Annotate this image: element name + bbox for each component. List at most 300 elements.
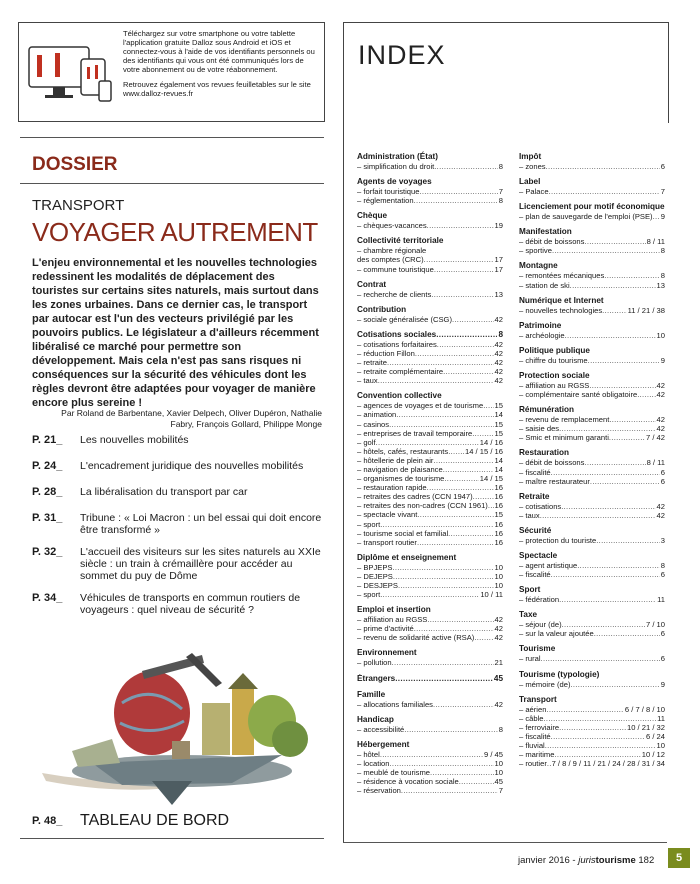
toc-item[interactable] bbox=[32, 592, 327, 626]
index-heading[interactable]: Montagne bbox=[519, 261, 558, 271]
index-entry[interactable] bbox=[357, 358, 503, 367]
index-entry[interactable] bbox=[357, 572, 503, 581]
index-heading[interactable]: Sécurité bbox=[519, 525, 552, 535]
toc-item[interactable] bbox=[32, 546, 327, 592]
index-entry[interactable] bbox=[357, 581, 503, 590]
index-entry-label: – simplification du droit bbox=[357, 162, 435, 171]
index-entry-label: – débit de boissons bbox=[519, 237, 585, 247]
index-heading[interactable]: Retraite bbox=[519, 491, 550, 501]
footer-brand-light: juris bbox=[578, 855, 596, 866]
index-heading[interactable]: Contribution bbox=[357, 304, 407, 314]
index-page: 6 bbox=[660, 467, 665, 477]
index-entry-label: – chiffre du tourisme bbox=[519, 355, 588, 365]
index-entry-label: – hôtel bbox=[357, 749, 380, 759]
index-heading[interactable]: Diplôme et enseignement bbox=[357, 552, 457, 562]
index-entry[interactable] bbox=[519, 570, 665, 579]
index-heading[interactable]: Patrimoine bbox=[519, 320, 562, 330]
index-entry[interactable] bbox=[357, 376, 503, 385]
index-section bbox=[357, 280, 503, 299]
index-page: 9 bbox=[660, 355, 665, 365]
index-entry[interactable] bbox=[519, 680, 665, 689]
index-entry-label: – saisie des bbox=[519, 424, 560, 434]
index-entry[interactable] bbox=[357, 401, 503, 410]
index-section bbox=[357, 605, 503, 642]
index-entry[interactable] bbox=[519, 212, 665, 221]
index-entry[interactable] bbox=[519, 477, 665, 486]
index-entry-label: – taux bbox=[357, 376, 378, 386]
divider bbox=[20, 183, 324, 184]
index-section bbox=[519, 346, 665, 365]
index-heading[interactable]: Environnement bbox=[357, 648, 417, 658]
index-entry[interactable] bbox=[357, 768, 503, 777]
toc-page: P. 24_ bbox=[32, 460, 63, 472]
index-entry[interactable] bbox=[357, 700, 503, 709]
index-entry-label: – ferroviaire bbox=[519, 722, 560, 732]
index-page: 42 bbox=[494, 633, 503, 643]
index-section bbox=[519, 261, 665, 289]
index-entry[interactable] bbox=[357, 410, 503, 419]
index-entry-label: – remontées mécaniques bbox=[519, 271, 605, 281]
index-page: 19 bbox=[494, 221, 503, 231]
index-entry-label: – forfait touristique bbox=[357, 187, 420, 197]
index-page: 10 / 21 / 32 bbox=[627, 722, 665, 732]
index-entry[interactable] bbox=[357, 465, 503, 474]
index-entry[interactable] bbox=[519, 415, 665, 424]
index-page: 14 bbox=[494, 464, 503, 474]
page-number: 5 bbox=[668, 848, 690, 868]
index-page: 6 bbox=[660, 162, 665, 171]
index-entry[interactable] bbox=[357, 725, 503, 734]
index-entry[interactable] bbox=[357, 367, 503, 376]
index-entry[interactable] bbox=[519, 654, 665, 663]
toc-item[interactable] bbox=[32, 460, 327, 486]
index-entry-label: – mémoire (de) bbox=[519, 679, 571, 689]
index-entry[interactable] bbox=[519, 629, 665, 638]
index-entry[interactable] bbox=[357, 759, 503, 768]
index-page: 10 bbox=[656, 330, 665, 340]
index-page: 7 bbox=[660, 187, 665, 197]
index-entry-label: – fiscalité bbox=[519, 731, 551, 741]
index-entry-label: – casinos bbox=[357, 419, 390, 429]
index-page: 16 bbox=[494, 483, 503, 493]
toc-item[interactable] bbox=[32, 486, 327, 512]
index-entry[interactable] bbox=[357, 340, 503, 349]
toc-item[interactable] bbox=[32, 512, 327, 546]
index-entry[interactable] bbox=[357, 438, 503, 447]
index-section bbox=[357, 740, 503, 795]
index-entry-label: – agent artistique bbox=[519, 560, 578, 570]
index-entry[interactable] bbox=[357, 501, 503, 510]
index-entry-label: – recherche de clients bbox=[357, 289, 432, 299]
index-section bbox=[519, 152, 665, 171]
index-entry[interactable] bbox=[357, 246, 503, 255]
app-promo-box bbox=[18, 22, 325, 122]
index-entry-label: – résidence à vocation sociale bbox=[357, 777, 459, 787]
index-entry[interactable] bbox=[519, 458, 665, 467]
index-section bbox=[357, 648, 503, 667]
index-entry-label: – nouvelles technologies bbox=[519, 305, 603, 315]
index-page: 42 bbox=[656, 510, 665, 520]
index-page: 16 bbox=[494, 528, 503, 538]
index-entry[interactable] bbox=[519, 390, 665, 399]
index-entry[interactable] bbox=[519, 381, 665, 390]
index-heading[interactable]: Handicap bbox=[357, 714, 394, 724]
index-heading-entry[interactable] bbox=[357, 330, 503, 340]
index-page: 45 bbox=[493, 673, 503, 683]
index-heading[interactable]: Politique publique bbox=[519, 345, 590, 355]
index-entry[interactable] bbox=[357, 615, 503, 624]
index-entry-label: – retraite complémentaire bbox=[357, 367, 444, 377]
index-entry[interactable] bbox=[357, 187, 503, 196]
index-entry[interactable] bbox=[357, 483, 503, 492]
index-page: 8 / 11 bbox=[646, 237, 665, 247]
index-page: 17 bbox=[494, 255, 503, 265]
index-entry-label: – DEJEPS bbox=[357, 571, 393, 581]
index-entry[interactable] bbox=[519, 595, 665, 604]
index-entry-label: – réglementation bbox=[357, 196, 414, 206]
toc-label: L'encadrement juridique des nouvelles mobilités bbox=[80, 460, 304, 472]
index-page: 14 / 15 bbox=[479, 474, 503, 484]
index-section bbox=[357, 690, 503, 709]
index-entry[interactable] bbox=[357, 563, 503, 572]
toc-page: P. 28_ bbox=[32, 486, 63, 498]
index-entry-label: – protection du touriste bbox=[519, 535, 597, 545]
index-entry[interactable] bbox=[357, 624, 503, 633]
divider bbox=[20, 838, 324, 839]
index-entry-label: des comptes (CRC) bbox=[357, 255, 424, 265]
index-entry-label: – complémentaire santé obligatoire bbox=[519, 390, 638, 400]
index-column-1 bbox=[357, 152, 503, 801]
index-page: 14 bbox=[494, 410, 503, 420]
index-entry-label: – rural bbox=[519, 654, 541, 664]
index-section bbox=[519, 551, 665, 579]
index-section bbox=[519, 610, 665, 638]
index-page: 8 bbox=[660, 246, 665, 256]
authors: Par Roland de Barbentane, Xavier Delpech, Oliver Dupéron, Nathalie Fabry, François Gollard, Philippe Monge bbox=[61, 408, 322, 429]
index-page: 42 bbox=[494, 624, 503, 634]
index-page: 16 bbox=[494, 492, 503, 502]
index-entry[interactable] bbox=[357, 290, 503, 299]
index-title: INDEX bbox=[358, 40, 446, 70]
index-heading[interactable]: Administration (État) bbox=[357, 152, 438, 161]
index-entry-label: – retraites des cadres (CCN 1947) bbox=[357, 492, 473, 502]
index-section bbox=[519, 405, 665, 442]
index-heading[interactable]: Chèque bbox=[357, 211, 388, 221]
index-entry[interactable] bbox=[519, 271, 665, 280]
index-entry[interactable] bbox=[357, 315, 503, 324]
divider bbox=[343, 842, 667, 843]
index-section bbox=[519, 670, 665, 689]
index-page: 11 / 21 / 38 bbox=[627, 305, 665, 315]
index-page: 11 bbox=[657, 713, 665, 723]
index-heading[interactable]: Contrat bbox=[357, 279, 387, 289]
index-entry-label: – sport bbox=[357, 590, 381, 600]
index-entry-label: – zones bbox=[519, 162, 546, 171]
index-entry[interactable] bbox=[519, 246, 665, 255]
index-entry-label: – hôtellerie de plein air bbox=[357, 455, 434, 465]
index-entry-label: – cotisations forfaitaires bbox=[357, 339, 437, 349]
index-entry-label: – revenu de remplacement bbox=[519, 415, 610, 425]
index-entry[interactable] bbox=[519, 237, 665, 246]
index-entry-label: – Smic et minimum garanti bbox=[519, 433, 609, 443]
index-page: 3 bbox=[660, 535, 665, 545]
promo-paragraph-1: Téléchargez sur votre smartphone ou votre tablette l'application gratuite Dalloz sous Android et iOS et connectez-vous à l'aide de vos identifiants personnels ou des identifiants qui vous ont été communiqués lors de votre abonnement ou de votre réabonnement. bbox=[123, 29, 315, 74]
index-page: 42 bbox=[494, 699, 503, 709]
index-page: 9 bbox=[660, 212, 665, 222]
index-entry[interactable] bbox=[357, 750, 503, 759]
devices-icon bbox=[27, 41, 113, 107]
index-page: 6 bbox=[660, 654, 665, 664]
index-page: 9 bbox=[660, 679, 665, 689]
index-section bbox=[357, 177, 503, 205]
index-entry-label: – séjour (de) bbox=[519, 620, 562, 630]
index-entry[interactable] bbox=[357, 529, 503, 538]
index-entry-label: – accessibilité bbox=[357, 724, 405, 734]
toc-label: La libéralisation du transport par car bbox=[80, 486, 248, 498]
index-entry[interactable] bbox=[519, 468, 665, 477]
index-entry[interactable] bbox=[519, 331, 665, 340]
index-entry[interactable] bbox=[357, 349, 503, 358]
index-entry-label: – allocations familiales bbox=[357, 699, 433, 709]
index-entry-label: – aérien bbox=[519, 704, 547, 714]
index-entry-label: – retraite bbox=[357, 358, 387, 368]
index-entry-label: – spectacle vivant bbox=[357, 510, 418, 520]
index-entry-label: – débit de boissons bbox=[519, 458, 585, 468]
index-heading[interactable]: Tourisme bbox=[519, 644, 556, 654]
tableau-label[interactable]: TABLEAU DE BORD bbox=[80, 812, 230, 829]
toc-label: Les nouvelles mobilités bbox=[80, 434, 189, 446]
index-heading: Cotisations sociales bbox=[357, 329, 437, 339]
index-page: 7 / 10 bbox=[646, 620, 665, 630]
index-heading[interactable]: Label bbox=[519, 177, 541, 187]
index-section bbox=[357, 330, 503, 385]
index-entry-label: – agences de voyages et de tourisme bbox=[357, 401, 484, 411]
index-page: 13 bbox=[494, 289, 503, 299]
index-page: 8 bbox=[498, 329, 503, 339]
index-entry[interactable] bbox=[357, 429, 503, 438]
index-entry[interactable] bbox=[519, 187, 665, 196]
index-page: 10 / 11 bbox=[480, 590, 503, 600]
index-entry-label: – BPJEPS bbox=[357, 562, 393, 572]
index-heading[interactable]: Emploi et insertion bbox=[357, 605, 431, 615]
index-entry-label: – cotisations bbox=[519, 501, 562, 511]
index-page: 11 bbox=[657, 595, 665, 605]
index-entry-label: – restauration rapide bbox=[357, 483, 427, 493]
index-heading[interactable]: Collectivité territoriale bbox=[357, 236, 444, 246]
index-entry[interactable] bbox=[357, 633, 503, 642]
index-entry[interactable] bbox=[519, 162, 665, 171]
index-entry[interactable] bbox=[519, 750, 665, 759]
index-entry[interactable] bbox=[357, 196, 503, 205]
index-page: 7 bbox=[498, 786, 503, 796]
index-page: 10 bbox=[494, 571, 503, 581]
index-entry[interactable] bbox=[357, 786, 503, 795]
index-entry[interactable] bbox=[519, 306, 665, 315]
index-section bbox=[519, 695, 665, 769]
index-entry[interactable] bbox=[357, 162, 503, 171]
index-entry[interactable] bbox=[519, 705, 665, 714]
index-entry-label: – fluvial bbox=[519, 741, 545, 750]
index-entry[interactable] bbox=[357, 456, 503, 465]
index-entry[interactable] bbox=[357, 658, 503, 667]
index-heading[interactable]: Numérique et Internet bbox=[519, 295, 604, 305]
index-page: 8 bbox=[498, 162, 503, 171]
index-entry-label: – pollution bbox=[357, 658, 392, 668]
index-entry-label: – revenu de solidarité active (RSA) bbox=[357, 633, 475, 643]
index-heading-entry[interactable] bbox=[357, 674, 503, 684]
index-page: 16 bbox=[494, 537, 503, 547]
index-entry[interactable] bbox=[357, 265, 503, 274]
index-entry[interactable] bbox=[519, 536, 665, 545]
index-entry[interactable] bbox=[357, 221, 503, 230]
index-entry[interactable] bbox=[519, 281, 665, 290]
index-page: 42 bbox=[494, 314, 503, 324]
index-entry-label: – réservation bbox=[357, 786, 401, 796]
index-page: 42 bbox=[656, 424, 665, 434]
tableau-page: P. 48_ bbox=[32, 815, 63, 827]
index-page: 42 bbox=[494, 615, 503, 625]
index-entry[interactable] bbox=[357, 520, 503, 529]
index-entry[interactable] bbox=[357, 474, 503, 483]
index-page: 14 / 15 / 16 bbox=[465, 446, 503, 456]
index-section bbox=[519, 492, 665, 520]
index-heading[interactable]: Restauration bbox=[519, 448, 570, 458]
index-entry-label: – archéologie bbox=[519, 330, 565, 340]
flying-island-illustration bbox=[32, 643, 324, 811]
index-entry-label: – DESJEPS bbox=[357, 581, 398, 590]
index-heading[interactable]: Taxe bbox=[519, 610, 538, 620]
index-entry-label: – retraites des non-cadres (CCN 1961) bbox=[357, 501, 488, 511]
index-page: 13 bbox=[656, 280, 665, 290]
index-entry[interactable] bbox=[357, 447, 503, 456]
index-page: 7 bbox=[498, 187, 503, 197]
toc-item[interactable] bbox=[32, 434, 327, 460]
index-section bbox=[519, 227, 665, 255]
table-of-contents bbox=[32, 434, 327, 626]
index-entry[interactable] bbox=[357, 777, 503, 786]
index-page: 8 bbox=[498, 196, 503, 206]
index-entry-label: – sur la valeur ajoutée bbox=[519, 629, 594, 639]
index-page: 14 / 16 bbox=[479, 437, 503, 447]
index-page: 42 bbox=[656, 501, 665, 511]
index-page: 42 bbox=[656, 390, 665, 400]
promo-text bbox=[123, 29, 319, 104]
index-entry[interactable] bbox=[519, 723, 665, 732]
index-entry-label: – affiliation au RGSS bbox=[519, 380, 590, 390]
index-heading[interactable]: Licenciement pour motif économique bbox=[519, 202, 665, 212]
footer-issue-number: 182 bbox=[638, 855, 655, 866]
index-heading[interactable]: Transport bbox=[519, 694, 557, 704]
index-page: 8 bbox=[660, 560, 665, 570]
index-entry[interactable] bbox=[519, 511, 665, 520]
index-heading[interactable]: Convention collective bbox=[357, 391, 442, 401]
index-entry-label: – transport routier bbox=[357, 537, 417, 547]
index-heading[interactable]: Protection sociale bbox=[519, 370, 590, 380]
index-entry-label: – entreprises de travail temporaire bbox=[357, 428, 473, 438]
index-entry-label: – routier bbox=[519, 759, 547, 769]
index-entry-label: – sport bbox=[357, 519, 381, 529]
index-page: 8 / 11 bbox=[646, 458, 665, 468]
index-entry-label: – plan de sauvegarde de l'emploi (PSE) bbox=[519, 212, 653, 222]
index-entry[interactable] bbox=[519, 732, 665, 741]
index-heading[interactable]: Manifestation bbox=[519, 227, 572, 237]
index-entry[interactable] bbox=[357, 255, 503, 264]
toc-page: P. 34_ bbox=[32, 592, 63, 604]
index-heading[interactable]: Spectacle bbox=[519, 550, 558, 560]
index-entry[interactable] bbox=[519, 433, 665, 442]
index-entry-label: – navigation de plaisance bbox=[357, 464, 443, 474]
index-page: 6 bbox=[660, 570, 665, 580]
index-entry[interactable] bbox=[357, 492, 503, 501]
index-page: 42 bbox=[494, 348, 503, 358]
index-page: 45 bbox=[494, 777, 503, 787]
index-entry[interactable] bbox=[357, 590, 503, 599]
index-heading[interactable]: Tourisme (typologie) bbox=[519, 669, 600, 679]
index-page: 10 bbox=[494, 581, 503, 590]
index-heading[interactable]: Rémunération bbox=[519, 405, 575, 415]
index-entry[interactable] bbox=[519, 424, 665, 433]
section-label: DOSSIER bbox=[32, 154, 118, 175]
index-page: 7 / 42 bbox=[646, 433, 665, 443]
toc-label: L'accueil des visiteurs sur les sites naturels au XXIe siècle : un train à crémaillère pour accéder au sommet du puy de Dôme bbox=[80, 546, 321, 582]
index-heading[interactable]: Hébergement bbox=[357, 739, 410, 749]
index-heading[interactable]: Impôt bbox=[519, 152, 542, 161]
index-entry-label: – sportive bbox=[519, 246, 552, 256]
index-entry[interactable] bbox=[519, 714, 665, 723]
index-section bbox=[519, 526, 665, 545]
index-entry[interactable] bbox=[519, 759, 665, 768]
index-section bbox=[357, 152, 503, 171]
index-entry[interactable] bbox=[519, 741, 665, 750]
headline: VOYAGER AUTREMENT bbox=[32, 217, 318, 247]
index-section bbox=[519, 644, 665, 663]
lead-paragraph: L'enjeu environnemental et les nouvelles technologies redessinent les modalités de déplacement des touristes sur certains sites naturels, mais surtout dans les zones urbaines. Dans ce dernier cas, le transport par autocar est l'un des vecteurs privilégié par les pouvoirs publics. Le législateur a d'ailleurs récemment libéralisé ce marché pour permettre son développement. Mais cela n'est pas sans risques ni conséquences sur la sécurité des véhicules dont les règles devront être adaptées pour voyager de manière encore plus sereine ! bbox=[32, 257, 319, 409]
index-section bbox=[357, 391, 503, 547]
index-page: 6 bbox=[660, 629, 665, 639]
index-page: 42 bbox=[656, 380, 665, 390]
index-heading[interactable]: Famille bbox=[357, 689, 386, 699]
index-entry[interactable] bbox=[357, 420, 503, 429]
index-entry[interactable] bbox=[519, 561, 665, 570]
index-entry[interactable] bbox=[357, 538, 503, 547]
index-section bbox=[519, 202, 665, 221]
index-page: 8 bbox=[660, 271, 665, 281]
index-entry[interactable] bbox=[519, 620, 665, 629]
index-section bbox=[519, 371, 665, 399]
index-page: 16 bbox=[494, 519, 503, 529]
index-entry-label: – golf bbox=[357, 437, 376, 447]
index-entry-label: – hôtels, cafés, restaurants bbox=[357, 446, 449, 456]
index-heading[interactable]: Agents de voyages bbox=[357, 177, 432, 187]
index-page: 17 bbox=[494, 264, 503, 274]
index-divider bbox=[343, 122, 344, 842]
index-page: 6 / 24 bbox=[646, 731, 665, 741]
index-heading[interactable]: Sport bbox=[519, 585, 541, 595]
index-entry[interactable] bbox=[519, 356, 665, 365]
index-entry[interactable] bbox=[357, 510, 503, 519]
index-page: 14 bbox=[494, 455, 503, 465]
index-entry-label: – organismes de tourisme bbox=[357, 474, 445, 484]
index-entry[interactable] bbox=[519, 502, 665, 511]
footer-issue bbox=[518, 855, 654, 866]
index-entry-label: – chambre régionale bbox=[357, 246, 427, 256]
index-section bbox=[357, 553, 503, 599]
index-entry-label: – sociale généralisée (CSG) bbox=[357, 314, 452, 324]
index-entry-label: – chèques-vacances bbox=[357, 221, 427, 231]
footer-brand-bold: tourisme bbox=[595, 855, 636, 866]
index-entry-label: – taux bbox=[519, 510, 540, 520]
toc-page: P. 31_ bbox=[32, 512, 63, 524]
